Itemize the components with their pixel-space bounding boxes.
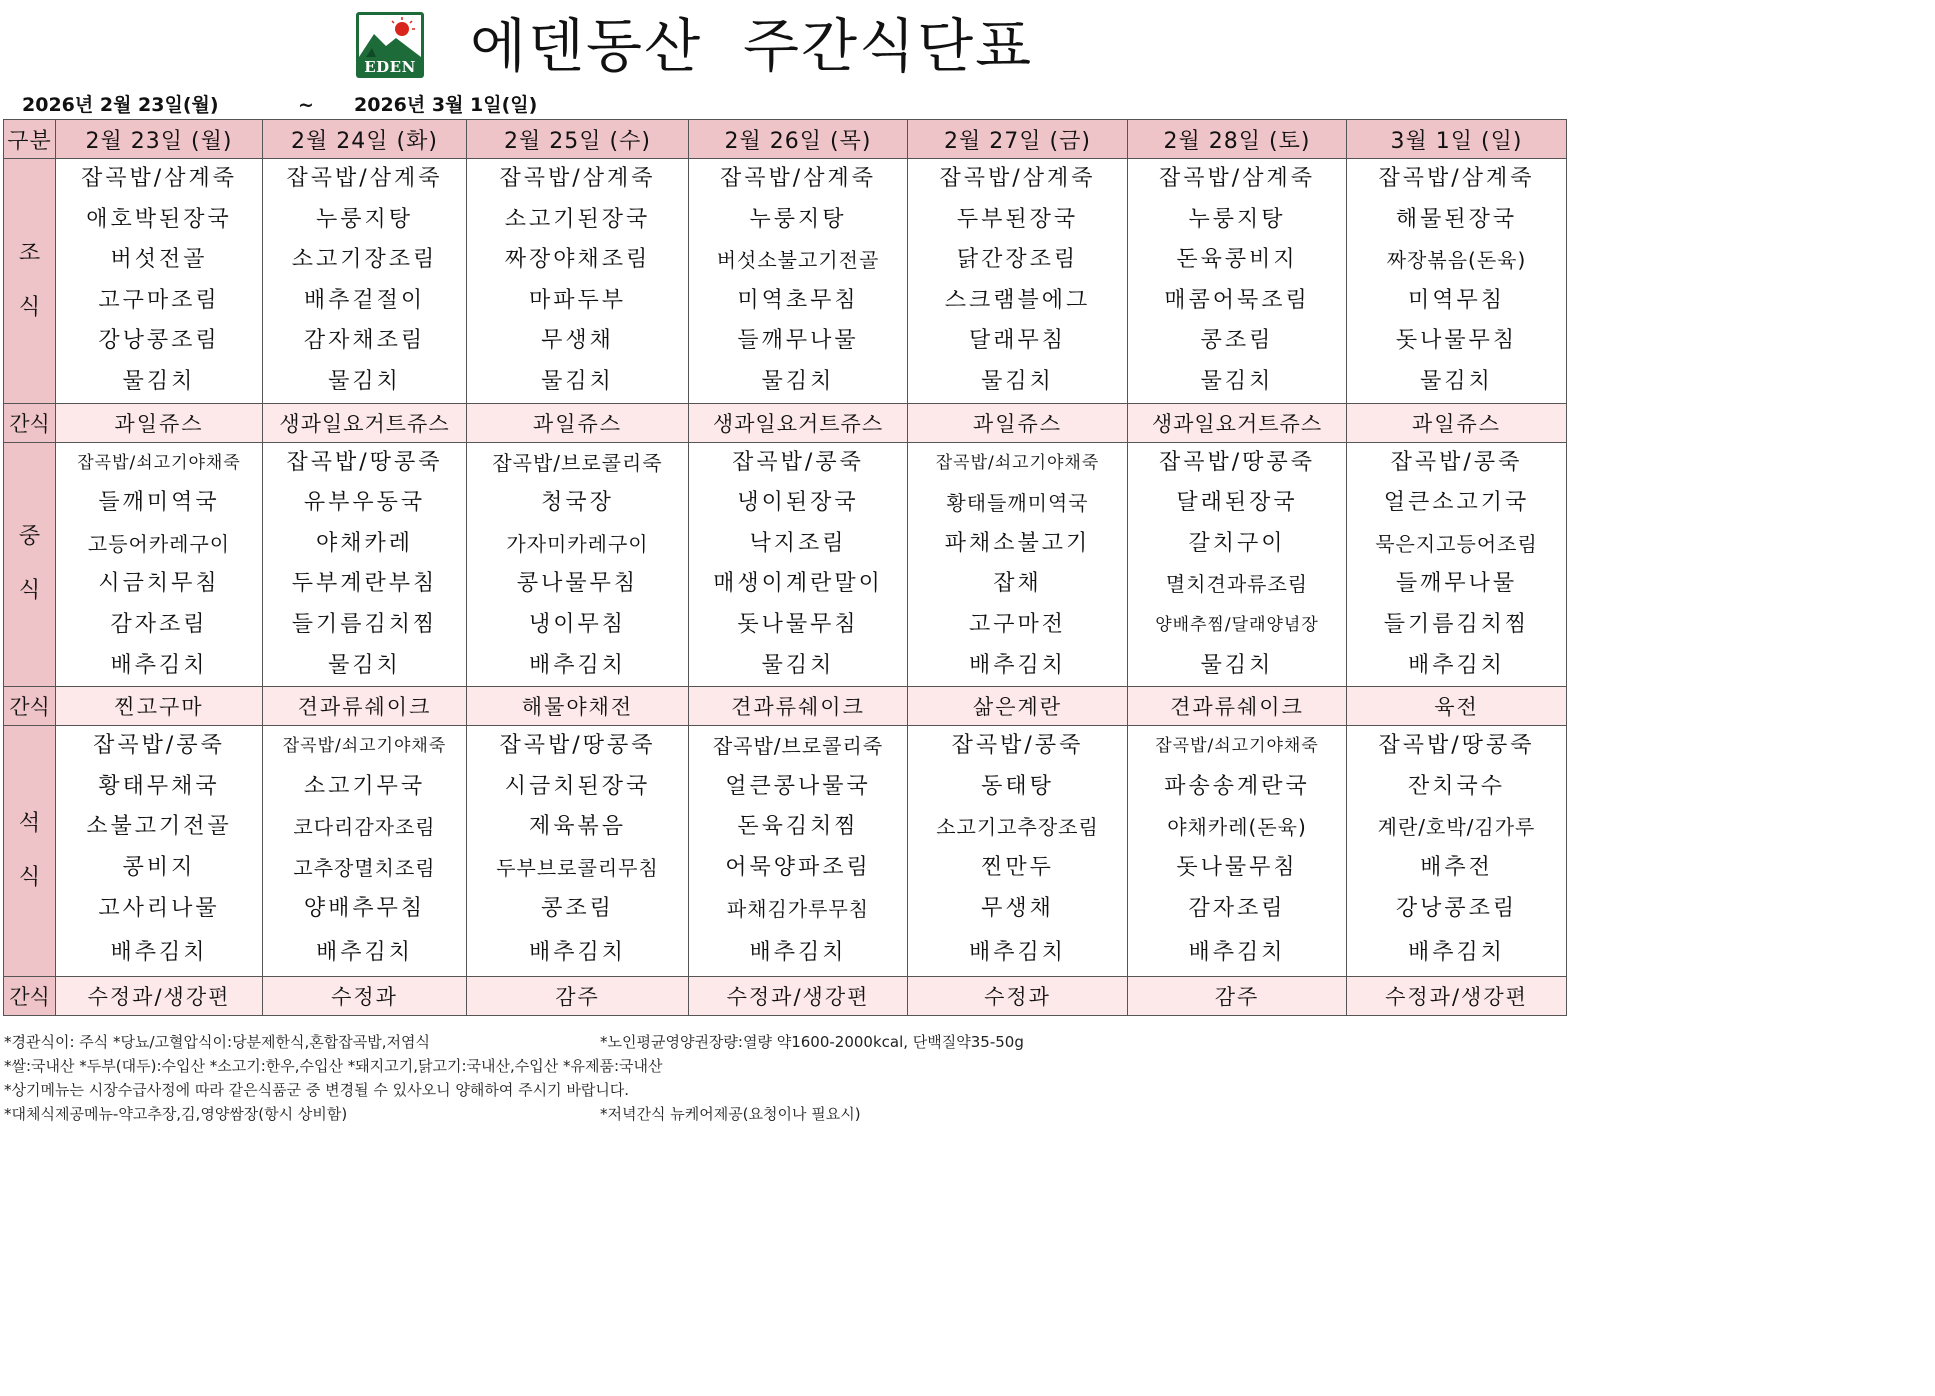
snack-row-morning: [4, 403, 1567, 442]
menu-item: 배추김치: [315, 940, 413, 966]
snack-label: 간식: [4, 687, 56, 726]
snack-item: 찐고구마: [56, 687, 263, 726]
menu-item: 감자조림: [110, 611, 208, 637]
footnote-nutrition: *노인평균영양권장량:열량 약1600-2000kcal, 단백질약35-50g: [600, 1033, 1024, 1051]
dinner-label: [4, 726, 56, 977]
menu-item: 계란/호박/김가루: [1377, 815, 1536, 840]
snack-item: 과일쥬스: [467, 403, 689, 442]
date-end: 2026년 3월 1일(일): [354, 94, 538, 116]
menu-item: 잡곡밥/쇠고기야채죽: [77, 452, 241, 473]
menu-item: 배추김치: [749, 940, 847, 966]
lunch-day-cell: [467, 442, 689, 687]
date-separator: ~: [298, 94, 314, 116]
lunch-day-cell: [1347, 442, 1567, 687]
menu-item: 누룽지탕: [1188, 206, 1286, 232]
menu-item: 들깨무나물: [737, 328, 859, 354]
menu-item: 버섯전골: [110, 247, 208, 273]
menu-item: 야채카레: [315, 530, 413, 556]
menu-item: 고추장멸치조림: [293, 855, 436, 880]
page-title: 에덴동산 주간식단표: [470, 12, 1034, 80]
menu-item: 콩조림: [541, 895, 614, 921]
menu-item: 잡곡밥/브로콜리죽: [492, 450, 663, 475]
eden-logo: [356, 12, 424, 78]
menu-item: 잡곡밥/콩죽: [1390, 449, 1523, 475]
menu-item: 배추김치: [968, 940, 1066, 966]
day-header: 2월 27일 (금): [908, 120, 1128, 159]
footnotes: [4, 1030, 1564, 1126]
menu-item: 미역무침: [1407, 287, 1505, 313]
menu-item: 들깨무나물: [1395, 571, 1518, 597]
menu-item: 잡채: [993, 571, 1042, 597]
day-header: 2월 23일 (월): [56, 120, 263, 159]
menu-item: 얼큰콩나물국: [725, 773, 871, 799]
dinner-day-cell: [1347, 726, 1567, 977]
lunch-day-cell: [689, 442, 908, 687]
snack-item: 수정과: [263, 977, 467, 1016]
menu-item: 배추김치: [528, 652, 626, 678]
menu-item: 무생채: [541, 328, 614, 354]
menu-item: 파채김가루무침: [726, 896, 870, 921]
menu-item: 잡곡밥/땅콩죽: [286, 449, 443, 475]
menu-item: 물김치: [328, 652, 401, 678]
menu-item: 청국장: [541, 490, 614, 516]
lunch-day-cell: [1128, 442, 1347, 687]
corner-label: 구분: [4, 120, 56, 159]
menu-item: 돈육김치찜: [737, 814, 859, 840]
snack-item: 과일쥬스: [1347, 403, 1567, 442]
day-header: 2월 28일 (토): [1128, 120, 1347, 159]
menu-item: 콩비지: [122, 854, 196, 880]
menu-item: 코다리감자조림: [293, 815, 436, 840]
breakfast-label-2: 식: [18, 294, 41, 320]
snack-item: 삶은계란: [908, 687, 1128, 726]
dinner-day-cell: [1128, 726, 1347, 977]
menu-item: 물김치: [981, 368, 1054, 394]
snack-label: 간식: [4, 977, 56, 1016]
breakfast-day-cell: [263, 159, 467, 404]
lunch-day-cell: [908, 442, 1128, 687]
menu-item: 냉이무침: [528, 611, 626, 637]
snack-item: 해물야채전: [467, 687, 689, 726]
snack-item: 수정과/생강편: [56, 977, 263, 1016]
menu-item: 들기름김치찜: [291, 611, 438, 637]
menu-item: 매생이계란말이: [713, 571, 883, 597]
breakfast-day-cell: [689, 159, 908, 404]
day-header: 3월 1일 (일): [1347, 120, 1567, 159]
snack-item: 과일쥬스: [56, 403, 263, 442]
footnote-substitute: *대체식제공메뉴-약고추장,김,영양쌈장(항시 상비함): [4, 1105, 348, 1123]
menu-item: 배추겉절이: [303, 287, 426, 313]
lunch-label: [4, 442, 56, 687]
weekly-menu-table: [3, 119, 1567, 1016]
menu-item: 두부브로콜리무침: [496, 855, 659, 880]
footnote-line: [4, 1030, 1564, 1054]
breakfast-day-cell: [56, 159, 263, 404]
day-header: 2월 25일 (수): [467, 120, 689, 159]
footnote-origin: *쌀:국내산 *두부(대두):수입산 *소고기:한우,수입산 *돼지고기,닭고기:국내산,수입산 *유제품:국내산: [4, 1057, 663, 1075]
menu-item: 잡곡밥/콩죽: [951, 733, 1084, 759]
lunch-label-2: 식: [18, 578, 41, 604]
menu-item: 잡곡밥/땅콩죽: [499, 733, 656, 759]
snack-item: 견과류쉐이크: [689, 687, 908, 726]
menu-item: 해물된장국: [1395, 206, 1518, 232]
menu-item: 물김치: [761, 652, 835, 678]
menu-item: 잡곡밥/콩죽: [93, 733, 225, 759]
menu-item: 감자조림: [1188, 895, 1286, 921]
snack-row-afternoon: [4, 687, 1567, 726]
menu-item: 배추김치: [110, 652, 208, 678]
menu-item: 시금치된장국: [504, 773, 651, 799]
menu-item: 강낭콩조림: [1395, 895, 1518, 921]
breakfast-day-cell: [1128, 159, 1347, 404]
dinner-day-cell: [263, 726, 467, 977]
menu-item: 물김치: [328, 368, 401, 394]
breakfast-row: [4, 159, 1567, 404]
menu-item: 잡곡밥/콩죽: [732, 449, 864, 475]
menu-item: 누룽지탕: [315, 206, 413, 232]
date-start: 2026년 2월 23일(월): [22, 94, 219, 116]
menu-item: 황태들깨미역국: [946, 491, 1089, 516]
dinner-day-cell: [908, 726, 1128, 977]
menu-item: 잡곡밥/쇠고기야채죽: [935, 452, 1100, 473]
menu-item: 돈육콩비지: [1176, 247, 1298, 273]
menu-item: 잡곡밥/삼계죽: [81, 166, 237, 191]
menu-item: 콩나물무침: [516, 571, 639, 597]
snack-item: 생과일요거트쥬스: [263, 403, 467, 442]
menu-item: 야채카레(돈육): [1167, 815, 1307, 840]
menu-item: 버섯소불고기전골: [716, 248, 880, 273]
menu-item: 무생채: [981, 895, 1054, 921]
menu-item: 소고기무국: [303, 773, 426, 799]
snack-row-evening: [4, 977, 1567, 1016]
footnote-line: [4, 1078, 1564, 1102]
snack-item: 감주: [467, 977, 689, 1016]
menu-item: 스크램블에그: [944, 287, 1091, 313]
menu-item: 애호박된장국: [86, 206, 232, 232]
menu-item: 잡곡밥/쇠고기야채죽: [282, 736, 447, 757]
menu-item: 물김치: [1420, 368, 1493, 394]
breakfast-day-cell: [908, 159, 1128, 404]
menu-item: 갈치구이: [1188, 530, 1286, 556]
breakfast-day-cell: [1347, 159, 1567, 404]
menu-item: 배추김치: [528, 940, 626, 966]
breakfast-day-cell: [467, 159, 689, 404]
menu-item: 물김치: [1200, 368, 1274, 394]
menu-item: 두부된장국: [956, 206, 1079, 232]
menu-item: 잡곡밥/브로콜리죽: [712, 734, 884, 759]
menu-item: 잡곡밥/쇠고기야채죽: [1155, 736, 1319, 757]
menu-item: 파송송계란국: [1164, 773, 1310, 799]
menu-item: 잡곡밥/삼계죽: [286, 166, 443, 191]
snack-item: 견과류쉐이크: [1128, 687, 1347, 726]
menu-item: 돗나물무침: [1395, 328, 1518, 354]
menu-item: 잡곡밥/땅콩죽: [1159, 449, 1315, 475]
menu-item: 누룽지탕: [749, 206, 847, 232]
menu-item: 제육볶음: [528, 814, 626, 840]
menu-item: 잡곡밥/삼계죽: [939, 166, 1096, 191]
menu-item: 찐만두: [981, 854, 1054, 880]
snack-item: 과일쥬스: [908, 403, 1128, 442]
footnote-line: [4, 1102, 1564, 1126]
snack-item: 수정과/생강편: [1347, 977, 1567, 1016]
footnote-line: [4, 1054, 1564, 1078]
menu-item: 물김치: [1200, 652, 1274, 678]
footnote-diet: *경관식이: 주식 *당뇨/고혈압식이:당분제한식,혼합잡곡밥,저염식: [4, 1033, 430, 1051]
menu-item: 멸치견과류조림: [1165, 572, 1309, 597]
menu-item: 배추김치: [1407, 940, 1505, 966]
menu-item: 소고기된장국: [504, 206, 651, 232]
menu-item: 물김치: [122, 368, 196, 394]
menu-item: 배추김치: [968, 652, 1066, 678]
menu-item: 잡곡밥/땅콩죽: [1378, 733, 1535, 759]
menu-item: 돗나물무침: [737, 611, 859, 637]
menu-item: 물김치: [761, 368, 835, 394]
menu-item: 돗나물무침: [1176, 854, 1298, 880]
snack-item: 생과일요거트쥬스: [1128, 403, 1347, 442]
dinner-label-2: 식: [18, 865, 41, 891]
menu-item: 배추김치: [1407, 652, 1505, 678]
menu-item: 소불고기전골: [86, 814, 232, 840]
menu-item: 냉이된장국: [737, 490, 859, 516]
menu-item: 짜장볶음(돈육): [1386, 248, 1527, 273]
menu-item: 잡곡밥/삼계죽: [1159, 166, 1315, 191]
menu-item: 두부계란부침: [291, 571, 438, 597]
menu-item: 잔치국수: [1407, 773, 1505, 799]
menu-item: 강낭콩조림: [98, 328, 220, 354]
menu-item: 낙지조림: [749, 530, 847, 556]
dinner-label-1: 석: [18, 811, 41, 837]
menu-item: 얼큰소고기국: [1383, 490, 1530, 516]
menu-item: 시금치무침: [98, 571, 220, 597]
dinner-row: [4, 726, 1567, 977]
day-header: 2월 24일 (화): [263, 120, 467, 159]
breakfast-label: [4, 159, 56, 404]
dinner-day-cell: [56, 726, 263, 977]
menu-item: 유부우동국: [303, 490, 426, 516]
menu-item: 미역초무침: [737, 287, 859, 313]
menu-item: 콩조림: [1200, 328, 1274, 354]
menu-item: 고사리나물: [98, 895, 220, 921]
menu-item: 물김치: [541, 368, 614, 394]
menu-item: 소고기장조림: [291, 247, 438, 273]
menu-item: 황태무채국: [98, 773, 220, 799]
menu-item: 양배추찜/달래양념장: [1155, 614, 1319, 635]
menu-item: 닭간장조림: [956, 247, 1079, 273]
menu-item: 들기름김치찜: [1383, 611, 1530, 637]
day-header: 2월 26일 (목): [689, 120, 908, 159]
menu-item: 어묵양파조림: [725, 854, 871, 880]
menu-item: 고구마전: [968, 611, 1066, 637]
lunch-day-cell: [56, 442, 263, 687]
menu-item: 동태탕: [981, 773, 1054, 799]
menu-item: 고등어카레구이: [87, 531, 231, 556]
menu-item: 매콤어묵조림: [1164, 287, 1310, 313]
menu-item: 마파두부: [528, 287, 626, 313]
lunch-day-cell: [263, 442, 467, 687]
dinner-day-cell: [467, 726, 689, 977]
snack-item: 수정과: [908, 977, 1128, 1016]
menu-item: 짜장야채조림: [504, 247, 651, 273]
menu-item: 잡곡밥/삼계죽: [499, 166, 656, 191]
menu-item: 묵은지고등어조림: [1375, 531, 1538, 556]
dinner-day-cell: [689, 726, 908, 977]
menu-item: 잡곡밥/삼계죽: [720, 166, 876, 191]
menu-item: 들깨미역국: [98, 490, 220, 516]
logo-text: EDEN: [364, 58, 416, 76]
menu-item: 배추김치: [1188, 940, 1286, 966]
menu-item: 소고기고추장조림: [936, 815, 1099, 840]
menu-item: 파채소불고기: [944, 530, 1091, 556]
lunch-row: [4, 442, 1567, 687]
menu-item: 양배추무침: [303, 895, 426, 921]
menu-item: 배추김치: [110, 940, 208, 966]
menu-item: 가자미카레구이: [506, 531, 649, 556]
menu-item: 감자채조림: [303, 328, 426, 354]
menu-item: 배추전: [1420, 854, 1493, 880]
footnote-evening-snack: *저녁간식 뉴케어제공(요청이나 필요시): [600, 1105, 861, 1123]
snack-item: 감주: [1128, 977, 1347, 1016]
breakfast-label-1: 조: [18, 240, 41, 266]
menu-item: 달래무침: [968, 328, 1066, 354]
menu-item: 고구마조림: [98, 287, 220, 313]
snack-item: 수정과/생강편: [689, 977, 908, 1016]
snack-item: 생과일요거트쥬스: [689, 403, 908, 442]
menu-item: 잡곡밥/삼계죽: [1378, 166, 1535, 191]
snack-item: 견과류쉐이크: [263, 687, 467, 726]
snack-label: 간식: [4, 403, 56, 442]
snack-item: 육전: [1347, 687, 1567, 726]
day-header-row: [4, 120, 1567, 159]
footnote-change-notice: *상기메뉴는 시장수급사정에 따라 같은식품군 중 변경될 수 있사오니 양해하여 주시기 바랍니다.: [4, 1081, 630, 1099]
menu-item: 달래된장국: [1176, 490, 1298, 516]
lunch-label-1: 중: [18, 524, 41, 550]
